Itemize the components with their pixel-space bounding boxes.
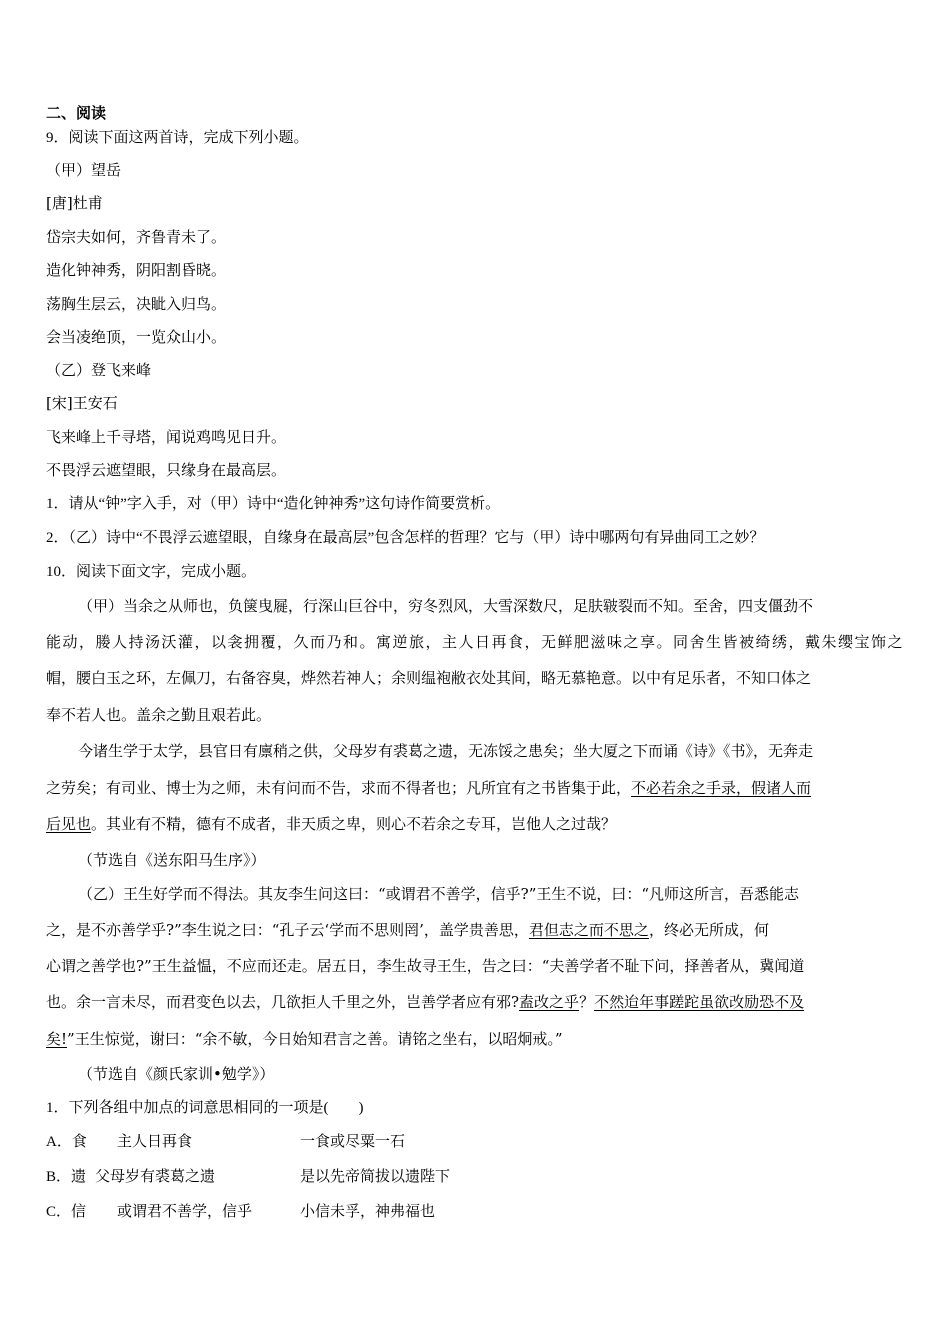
poem-b-title: （乙）登飞来峰 (46, 361, 152, 379)
poem-a-title: （甲）望岳 (46, 161, 122, 179)
passage-text: 也。余一言未尽，而君变色以去，几欲拒人千里之外，岂善学者应有邪? (46, 993, 520, 1011)
passage-b-source: （节选自《颜氏家训•勉学》） (78, 1065, 275, 1083)
q10-sub1-stem: 1．下列各组中加点的词意思相同的一项是( ) (46, 1100, 364, 1116)
underlined-sentence: 盍改之乎 (519, 993, 580, 1011)
passage-a-line: 今诸生学于太学，县官日有廪稍之供，父母岁有裘葛之遗，无冻馁之患矣；坐大厦之下而诵《诗》《书》，无奔走 (78, 742, 814, 760)
option-row (46, 1202, 86, 1222)
q10-stem: 10．阅读下面文字，完成小题。 (46, 564, 257, 580)
passage-a-line: 帽，腰白玉之环，左佩刀，右备容臭，烨然若神人；余则缊袍敝衣处其间，略无慕艳意。以中有足乐者，不知口体之 (46, 669, 812, 687)
passage-a-source: （节选自《送东阳马生序》） (78, 851, 266, 869)
passage-a-line (46, 778, 811, 798)
poem-b-line: 飞来峰上千寻塔，闻说鸡鸣见日升。 (46, 428, 287, 446)
passage-a-line (46, 814, 616, 834)
passage-b-line: （乙）王生好学而不得法。其友李生问这曰：“或谓君不善学，信乎?”王生不说，曰：“凡师这所言，吾悉能志 (78, 885, 800, 903)
passage-b-line (46, 920, 769, 940)
q9-stem: 9．阅读下面这两首诗，完成下列小题。 (46, 130, 309, 146)
option-letter: C．信 (46, 1204, 87, 1220)
option-letter: B．遗 (46, 1169, 87, 1185)
poem-b-line: 不畏浮云遮望眼，只缘身在最高层。 (46, 461, 287, 479)
passage-text: ？ (579, 993, 595, 1011)
passage-b-line: 心谓之善学也?”王生益愠，不应而还走。居五日，李生故寻王生，告之曰：“夫善学者不耻下问，择善者从，冀闻道 (46, 957, 805, 975)
underlined-sentence: 矣! (46, 1030, 68, 1048)
poem-a-line: 造化钟神秀，阴阳割昏晓。 (46, 261, 227, 279)
poem-a-line: 岱宗夫如何，齐鲁青未了。 (46, 228, 227, 246)
option-left: 父母岁有裘葛之遗 (95, 1169, 216, 1185)
option-left: 主人日再食 (117, 1134, 193, 1150)
q9-sub1: 1．请从“钟”字入手，对（甲）诗中“造化钟神秀”这句诗作简要赏析。 (46, 496, 501, 512)
underlined-sentence: 后见也 (46, 815, 92, 833)
option-right: 小信未孚，神弗福也 (300, 1204, 436, 1220)
passage-a-line: 能动，媵人持汤沃灌，以衾拥覆，久而乃和。寓逆旅，主人日再食，无鲜肥滋味之享。同舍生皆被绮绣，戴朱缨宝饰之 (46, 633, 905, 651)
option-right: 一食或尽粟一石 (300, 1134, 406, 1150)
passage-a-line: （甲）当余之从师也，负箧曳屣，行深山巨谷中，穷冬烈风，大雪深数尺，足肤皲裂而不知。至舍，四支僵劲不 (78, 597, 814, 615)
option-letter: A．食 (46, 1134, 87, 1150)
passage-b-line (46, 1029, 563, 1049)
passage-text: ”王生惊觉，谢曰：“余不敏，今日始知君言之善。请铭之坐右，以昭炯戒。” (67, 1030, 563, 1048)
passage-text: 之，是不亦善学乎?”李生说之曰：“孔子云‘学而不思则罔’，盖学贵善思， (46, 921, 529, 939)
poem-a-line: 会当凌绝顶，一览众山小。 (46, 328, 227, 346)
passage-a-line: 奉不若人也。盖余之勤且艰若此。 (46, 706, 272, 724)
passage-text: 之劳矣；有司业、博士为之师，未有问而不告，求而不得者也；凡所宜有之书皆集于此， (46, 779, 632, 797)
passage-text: ，终必无所成，何 (648, 921, 769, 939)
passage-b-line (46, 992, 804, 1012)
underlined-sentence: 不必若余之手录，假诸人而 (631, 779, 812, 797)
option-row (46, 1132, 87, 1152)
option-row (46, 1167, 86, 1187)
poem-b-author: [宋]王安石 (46, 394, 118, 412)
poem-a-author: [唐]杜甫 (46, 194, 103, 212)
option-left: 或谓君不善学，信乎 (117, 1204, 253, 1220)
section-title: 二、阅读 (46, 104, 107, 122)
underlined-sentence: 君但志之而不思之 (528, 921, 649, 939)
option-right: 是以先帝简拔以遗陛下 (300, 1169, 451, 1185)
q9-sub2: 2．（乙）诗中“不畏浮云遮望眼，自缘身在最高层”包含怎样的哲理？它与（甲）诗中哪两句有异曲同工之妙？ (46, 530, 765, 546)
underlined-sentence: 不然迨年事蹉跎虽欲改励恐不及 (594, 993, 805, 1011)
poem-a-line: 荡胸生层云，决眦入归鸟。 (46, 295, 227, 313)
passage-text: 。其业有不精，德有不成者，非天质之卑，则心不若余之专耳，岂他人之过哉？ (91, 815, 617, 833)
